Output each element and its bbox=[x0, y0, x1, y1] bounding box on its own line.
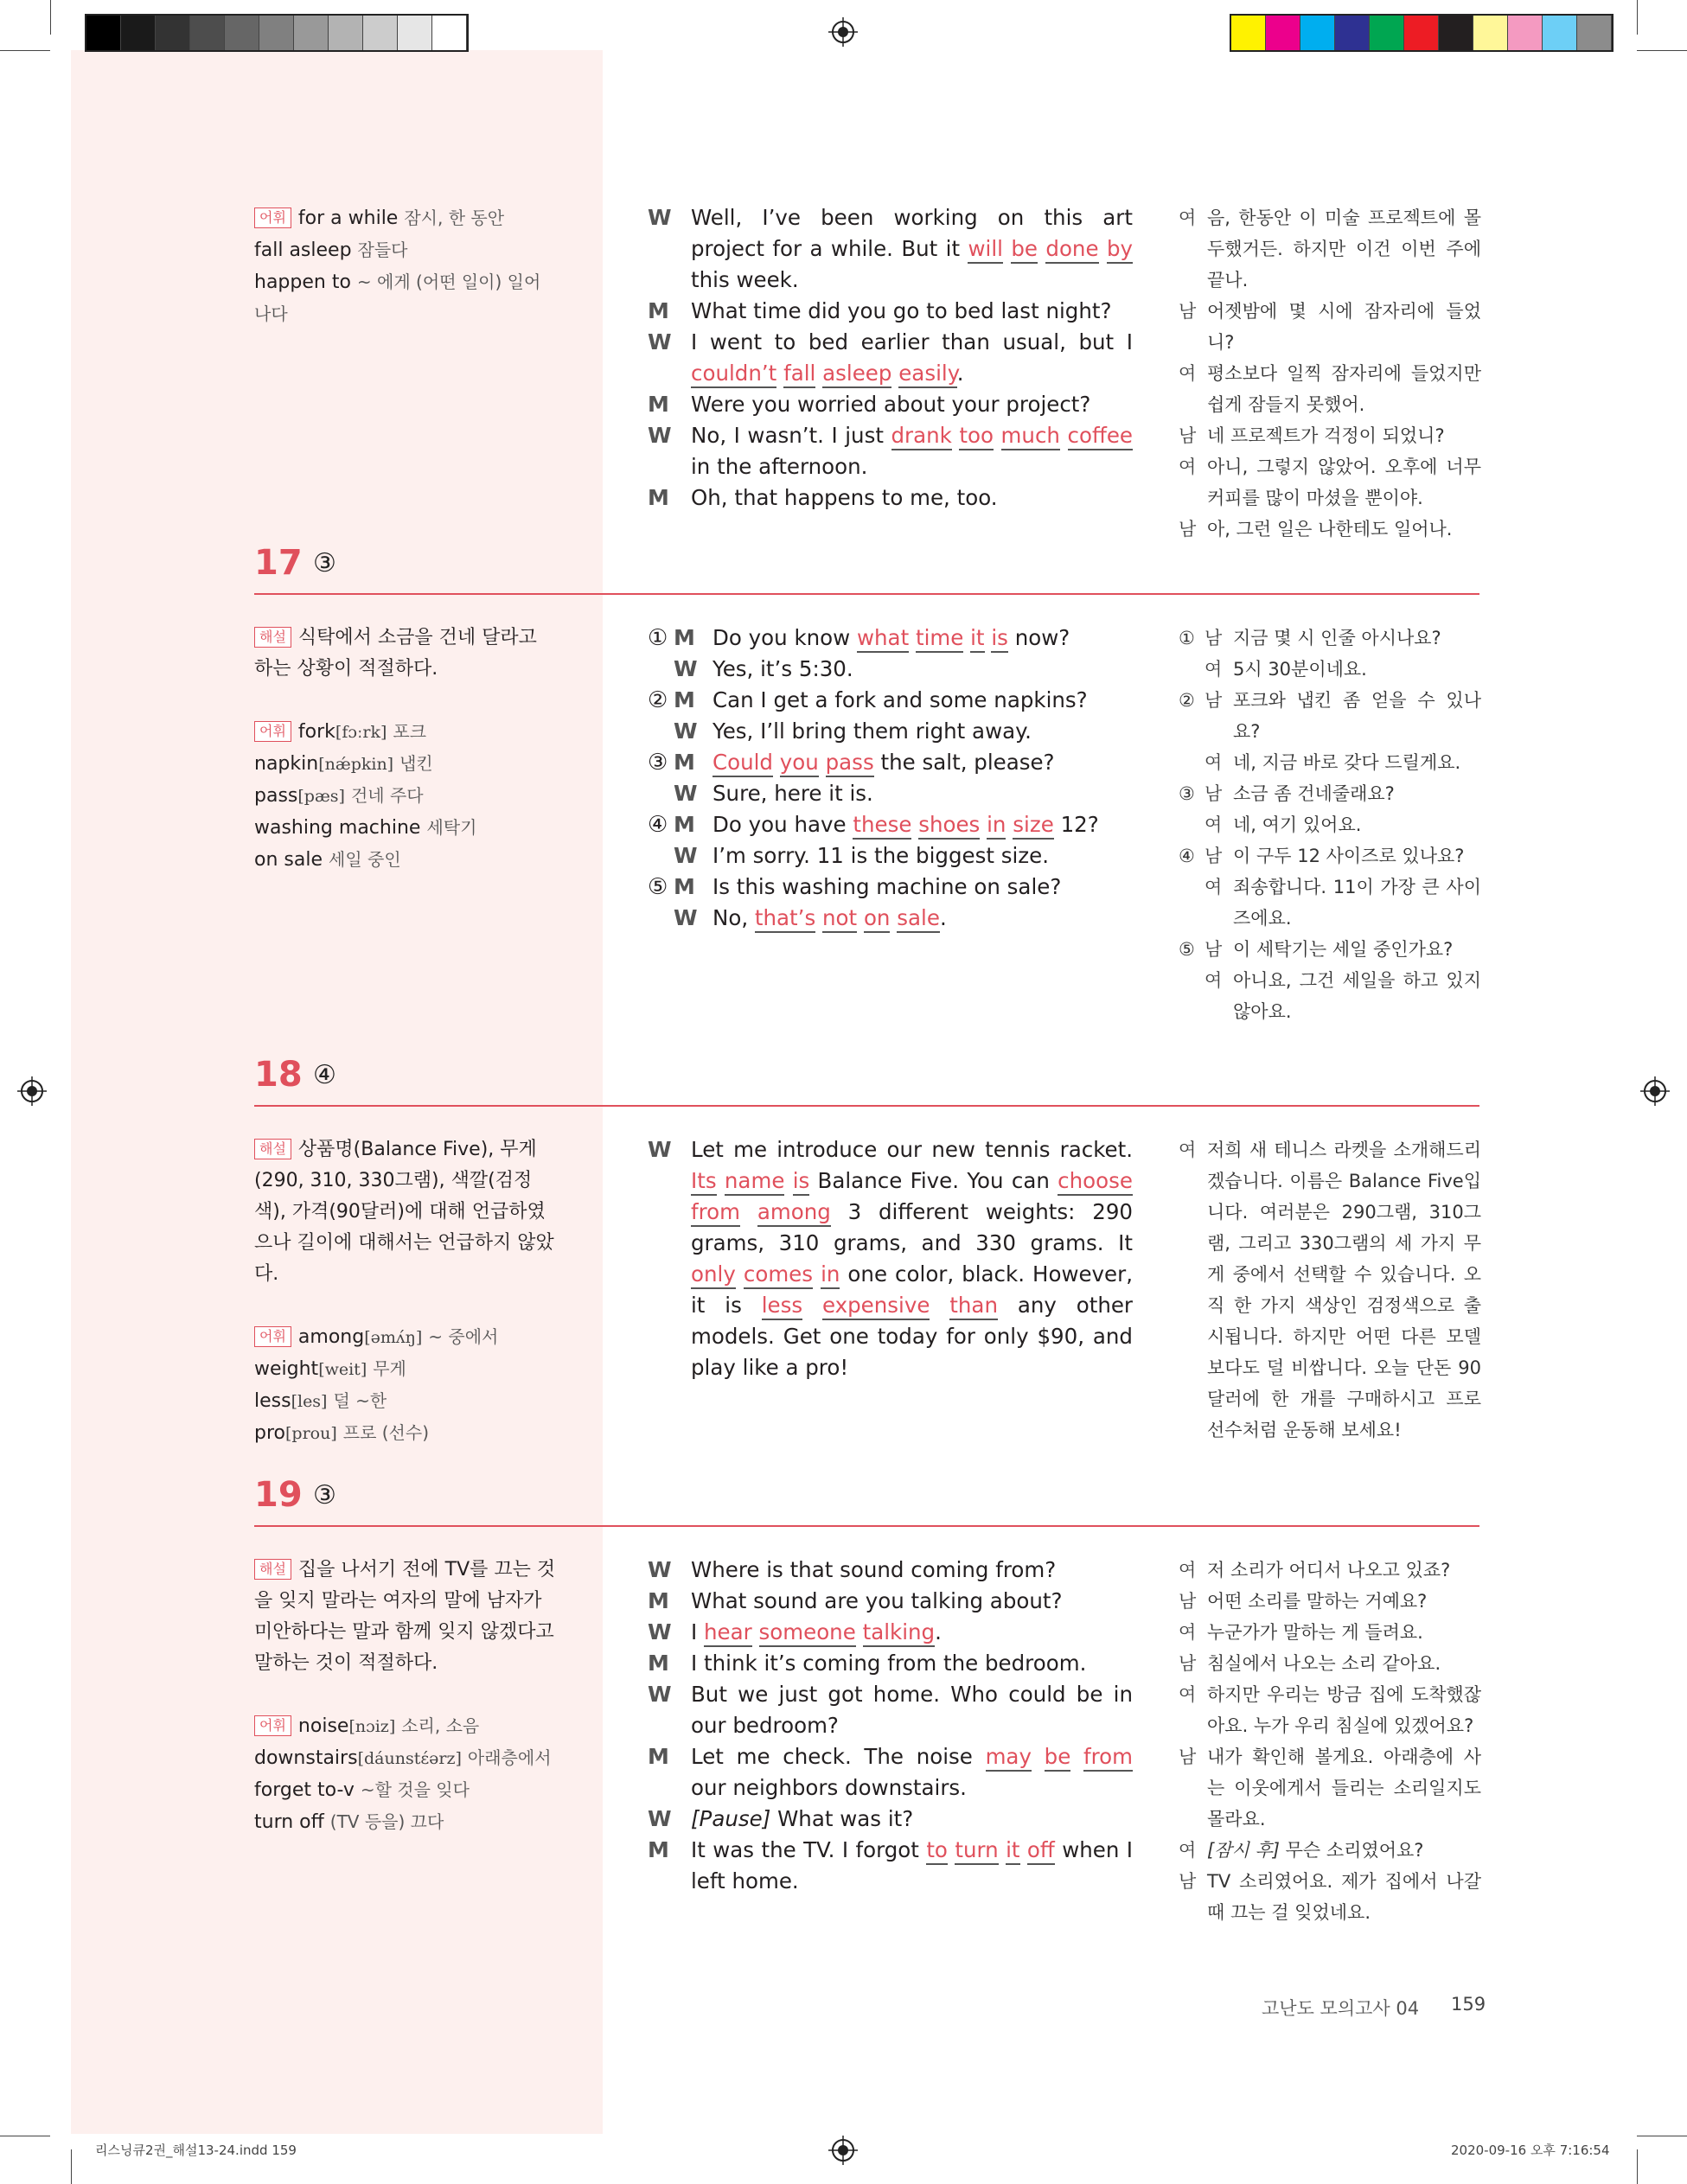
blank-answer: it bbox=[970, 625, 984, 653]
blank-answer: pass bbox=[826, 750, 874, 777]
speaker-label: M bbox=[648, 298, 669, 323]
option-number: ② bbox=[1179, 690, 1195, 711]
color-swatch bbox=[156, 16, 190, 50]
translation-line: 여 음, 한동안 이 미술 프로젝트에 몰두했거든. 하지만 이건 이번 주에 끝나. bbox=[1179, 202, 1481, 296]
dialogue-line: W I went to bed earlier than usual, but I couldn’t fall asleep easily. bbox=[648, 327, 1133, 389]
dialogue-line: ⑤ M Is this washing machine on sale? bbox=[648, 872, 1133, 903]
q19-explanation bbox=[254, 1555, 557, 1838]
blank-answer: from bbox=[691, 1199, 740, 1227]
vocab-meaning: 무게 bbox=[373, 1358, 406, 1379]
blank-answer: be bbox=[1011, 236, 1038, 264]
vocab-word: among bbox=[297, 1326, 365, 1348]
color-swatch bbox=[121, 16, 156, 50]
vocab-item bbox=[254, 716, 557, 748]
color-swatch bbox=[1370, 16, 1404, 50]
vocab-meaning: 세탁기 bbox=[426, 817, 477, 838]
dialogue-line: M It was the TV. I forgot to turn it off when I left home. bbox=[648, 1835, 1133, 1897]
option-number: ⑤ bbox=[648, 874, 668, 900]
dialogue-line: W Sure, here it is. bbox=[648, 778, 1133, 809]
crop-mark bbox=[50, 0, 51, 35]
option-number: ② bbox=[648, 687, 668, 713]
running-footer-title: 고난도 모의고사 04 bbox=[1262, 1998, 1420, 2019]
dialogue-line: W No, that’s not on sale. bbox=[648, 903, 1133, 934]
speaker-label: W bbox=[648, 1806, 672, 1831]
vocab-badge: 어휘 bbox=[254, 721, 291, 742]
vocab-word: weight bbox=[254, 1358, 319, 1380]
section-divider bbox=[254, 1525, 1479, 1527]
answer-mark: ③ bbox=[313, 1480, 336, 1510]
blank-answer: off bbox=[1027, 1837, 1055, 1865]
vocab-word: downstairs bbox=[254, 1747, 358, 1769]
speaker-label: 여 bbox=[1179, 1684, 1197, 1705]
blank-answer: drank bbox=[891, 423, 952, 450]
q18-monologue bbox=[648, 1134, 1133, 1383]
vocab-phonetic: [prou] bbox=[285, 1424, 337, 1443]
color-swatch bbox=[1300, 16, 1335, 50]
speaker-label: 남 bbox=[1179, 425, 1197, 446]
speaker-label: W bbox=[648, 1619, 672, 1644]
speaker-label: 남 bbox=[1179, 1747, 1197, 1767]
vocab-meaning: ~ 중에서 bbox=[428, 1326, 499, 1347]
speaker-label: 남 bbox=[1205, 690, 1223, 711]
option-number: ③ bbox=[648, 750, 668, 776]
speaker-label: W bbox=[648, 1557, 672, 1582]
translation-line: 남 아, 그런 일은 나한테도 일어나. bbox=[1179, 514, 1481, 545]
color-swatch bbox=[1266, 16, 1300, 50]
color-swatch bbox=[1508, 16, 1543, 50]
q18-translation bbox=[1179, 1134, 1481, 1446]
vocab-badge: 어휘 bbox=[254, 208, 291, 228]
crop-mark bbox=[71, 2149, 72, 2184]
color-swatch bbox=[1543, 16, 1577, 50]
dialogue-line: W Where is that sound coming from? bbox=[648, 1555, 1133, 1586]
blank-answer: on bbox=[864, 905, 891, 933]
dialogue-line: W Yes, it’s 5:30. bbox=[648, 654, 1133, 685]
q18-vocab bbox=[254, 1321, 557, 1449]
blank-answer: talking bbox=[863, 1619, 936, 1647]
vocab-word: pass bbox=[254, 785, 298, 807]
speaker-label: M bbox=[674, 625, 695, 650]
registration-mark-icon bbox=[828, 17, 858, 47]
blank-answer: choose bbox=[1058, 1168, 1133, 1196]
translation-line: 여 누군가가 말하는 게 들려요. bbox=[1179, 1617, 1481, 1648]
vocab-word: turn off bbox=[254, 1811, 324, 1833]
speaker-label: M bbox=[648, 485, 669, 510]
vocab-meaning: 아래층에서 bbox=[467, 1747, 552, 1768]
color-swatch bbox=[363, 16, 398, 50]
vocab-item bbox=[254, 1774, 557, 1806]
translation-line: ① 남 지금 몇 시 인줄 아시나요? bbox=[1179, 623, 1481, 654]
file-slug: 리스닝큐2권_해설13-24.indd 159 bbox=[95, 2142, 297, 2158]
blank-answer: done bbox=[1045, 236, 1098, 264]
color-swatch bbox=[1473, 16, 1508, 50]
dialogue-line: W I hear someone talking. bbox=[648, 1617, 1133, 1648]
speaker-label: 남 bbox=[1205, 939, 1223, 960]
speaker-label: 여 bbox=[1205, 814, 1223, 835]
vocab-word: for a while bbox=[297, 208, 399, 229]
blank-answer: is bbox=[991, 625, 1008, 653]
speaker-label: 남 bbox=[1179, 519, 1197, 540]
translation-line: 남 네 프로젝트가 걱정이 되었니? bbox=[1179, 420, 1481, 451]
blank-answer: than bbox=[949, 1293, 998, 1320]
speaker-label: 여 bbox=[1179, 208, 1197, 228]
speaker-label: W bbox=[674, 781, 698, 806]
blank-answer: comes bbox=[744, 1261, 813, 1289]
speaker-label: 남 bbox=[1179, 301, 1197, 322]
translation-line: 남 TV 소리였어요. 제가 집에서 나갈 때 끄는 걸 잊었네요. bbox=[1179, 1866, 1481, 1928]
process-color-bar bbox=[1230, 14, 1614, 52]
blank-answer: only bbox=[691, 1261, 736, 1289]
vocab-item bbox=[254, 1321, 557, 1353]
translation-line: ④ 남 이 구두 12 사이즈로 있나요? bbox=[1179, 840, 1481, 872]
option-number: ③ bbox=[1179, 783, 1195, 804]
blank-answer: not bbox=[822, 905, 857, 933]
translation-line: 남 침실에서 나오는 소리 같아요. bbox=[1179, 1648, 1481, 1679]
translation-line: 여 아니, 그렇지 않았어. 오후에 너무 커피를 많이 마셨을 뿐이야. bbox=[1179, 451, 1481, 514]
vocab-phonetic: [fɔːrk] bbox=[335, 723, 387, 742]
vocab-word: happen to bbox=[254, 271, 351, 293]
blank-answer: Could bbox=[713, 750, 773, 777]
speaker-label: M bbox=[648, 1744, 669, 1769]
blank-answer: in bbox=[987, 812, 1006, 840]
q17-dialogue bbox=[648, 623, 1133, 934]
vocab-word: pro bbox=[254, 1422, 285, 1444]
blank-answer: that’s bbox=[755, 905, 815, 933]
blank-answer: be bbox=[1045, 1744, 1071, 1772]
stage-direction: [Pause] bbox=[691, 1806, 771, 1831]
blank-answer: easily bbox=[898, 361, 956, 388]
blank-answer: in bbox=[821, 1261, 840, 1289]
color-swatch bbox=[190, 16, 225, 50]
blank-answer: is bbox=[793, 1168, 810, 1196]
q18-explanation bbox=[254, 1134, 557, 1449]
q19-vocab bbox=[254, 1710, 557, 1838]
speaker-label: W bbox=[648, 1137, 672, 1162]
blank-answer: fall bbox=[783, 361, 815, 388]
blank-answer: hear bbox=[704, 1619, 752, 1647]
speaker-label: M bbox=[648, 392, 669, 417]
speaker-label: W bbox=[674, 905, 698, 930]
blank-answer: will bbox=[968, 236, 1002, 264]
vocab-meaning: 덜 ~한 bbox=[333, 1390, 387, 1411]
page-number: 159 bbox=[1451, 1994, 1486, 2015]
question-number: 19 bbox=[254, 1475, 303, 1515]
speaker-label: 남 bbox=[1205, 846, 1223, 866]
question-number: 17 bbox=[254, 543, 303, 583]
dialogue-line: W Yes, I’ll bring them right away. bbox=[648, 716, 1133, 747]
vocab-item bbox=[254, 1742, 557, 1774]
vocab-phonetic: [dáunstɛ́ərz] bbox=[357, 1749, 462, 1768]
vocab-meaning: 잠시, 한 동안 bbox=[404, 208, 505, 228]
vocab-phonetic: [pæs] bbox=[297, 787, 345, 806]
q16-dialogue bbox=[648, 202, 1133, 514]
translation-line: 여 저 소리가 어디서 나오고 있죠? bbox=[1179, 1555, 1481, 1586]
q17-translation bbox=[1179, 623, 1481, 1027]
color-swatch bbox=[329, 16, 363, 50]
speaker-label: 여 bbox=[1179, 1622, 1197, 1643]
question-number: 18 bbox=[254, 1055, 303, 1095]
vocab-word: fork bbox=[297, 721, 335, 743]
blank-answer: from bbox=[1083, 1744, 1133, 1772]
translation-line: 남 내가 확인해 볼게요. 아래층에 사는 이웃에게서 들리는 소리일지도 몰라요. bbox=[1179, 1741, 1481, 1835]
q17-explanation bbox=[254, 623, 557, 876]
answer-mark: ③ bbox=[313, 548, 336, 578]
dialogue-line: ③ M Could you pass the salt, please? bbox=[648, 747, 1133, 778]
q19-translation bbox=[1179, 1555, 1481, 1928]
section-divider bbox=[254, 1105, 1479, 1107]
vocab-meaning: 냅킨 bbox=[399, 753, 433, 774]
color-swatch bbox=[432, 16, 467, 50]
vocab-item bbox=[254, 202, 557, 234]
vocab-item bbox=[254, 812, 557, 844]
vocab-phonetic: [weit] bbox=[318, 1360, 367, 1379]
dialogue-line: M What sound are you talking about? bbox=[648, 1586, 1133, 1617]
speaker-label: W bbox=[674, 718, 698, 744]
q16-vocab bbox=[254, 202, 557, 330]
translation-line: 여 네, 여기 있어요. bbox=[1179, 809, 1481, 840]
crop-mark bbox=[1637, 50, 1687, 51]
vocab-badge: 어휘 bbox=[254, 1326, 291, 1347]
dialogue-line: M What time did you go to bed last night? bbox=[648, 296, 1133, 327]
vocab-phonetic: [les] bbox=[291, 1392, 328, 1411]
option-number: ④ bbox=[648, 812, 668, 838]
speaker-label: W bbox=[674, 656, 698, 681]
speaker-label: 여 bbox=[1205, 970, 1223, 991]
speaker-label: M bbox=[674, 812, 695, 837]
vocab-meaning: 세일 중인 bbox=[329, 849, 401, 870]
blank-answer: expensive bbox=[822, 1293, 930, 1320]
speaker-label: 남 bbox=[1179, 1591, 1197, 1612]
translation-line: ② 남 포크와 냅킨 좀 얻을 수 있나요? bbox=[1179, 685, 1481, 747]
blank-answer: it bbox=[1006, 1837, 1019, 1865]
vocab-word: on sale bbox=[254, 849, 323, 871]
blank-answer: Its bbox=[691, 1168, 717, 1196]
vocab-item bbox=[254, 1806, 557, 1838]
blank-answer: size bbox=[1013, 812, 1054, 840]
translation-line: 여 아니요, 그건 세일을 하고 있지 않아요. bbox=[1179, 965, 1481, 1027]
vocab-phonetic: [nɔiz] bbox=[348, 1717, 396, 1736]
color-swatch bbox=[1404, 16, 1439, 50]
blank-answer: coffee bbox=[1068, 423, 1134, 450]
blank-answer: among bbox=[757, 1199, 831, 1227]
translation-line: ③ 남 소금 좀 건네줄래요? bbox=[1179, 778, 1481, 809]
q19-dialogue bbox=[648, 1555, 1133, 1897]
section-divider bbox=[254, 593, 1479, 595]
dialogue-line: W Let me introduce our new tennis racket. Its name is Balance Five. You can choose from among 3 different weights: 290 grams, 310 grams, and 330 grams. It only comes in one color, black. However, it is less expensive than any other models. Get one today for only $90, and play like a pro! bbox=[648, 1134, 1133, 1383]
print-timestamp: 2020-09-16 오후 7:16:54 bbox=[1451, 2142, 1610, 2158]
speaker-label: 남 bbox=[1205, 628, 1223, 648]
option-number: ① bbox=[648, 625, 668, 651]
color-swatch bbox=[1439, 16, 1473, 50]
translation-line: 여 [잠시 후] 무슨 소리였어요? bbox=[1179, 1835, 1481, 1866]
speaker-label: W bbox=[648, 1682, 672, 1707]
crop-mark bbox=[0, 50, 50, 51]
vocab-item bbox=[254, 1385, 557, 1417]
speaker-label: 여 bbox=[1179, 1840, 1197, 1861]
speaker-label: 남 bbox=[1179, 1653, 1197, 1674]
translation-line: 여 평소보다 일찍 잠자리에 들었지만 쉽게 잠들지 못했어. bbox=[1179, 358, 1481, 420]
speaker-label: M bbox=[674, 874, 695, 899]
translation-line: ⑤ 남 이 세탁기는 세일 중인가요? bbox=[1179, 934, 1481, 965]
blank-answer: name bbox=[725, 1168, 784, 1196]
blank-answer: someone bbox=[759, 1619, 856, 1647]
dialogue-line: W But we just got home. Who could be in our bedroom? bbox=[648, 1679, 1133, 1741]
blank-answer: these bbox=[853, 812, 911, 840]
dialogue-line: ④ M Do you have these shoes in size 12? bbox=[648, 809, 1133, 840]
explanation-badge: 해설 bbox=[254, 1139, 291, 1159]
q16-translation bbox=[1179, 202, 1481, 545]
option-number: ④ bbox=[1179, 846, 1195, 866]
explanation-badge: 해설 bbox=[254, 627, 291, 648]
blank-answer: sale bbox=[897, 905, 940, 933]
vocab-item bbox=[254, 266, 557, 330]
speaker-label: M bbox=[674, 750, 695, 775]
speaker-label: M bbox=[648, 1651, 669, 1676]
vocab-item bbox=[254, 748, 557, 780]
q17-vocab bbox=[254, 716, 557, 876]
color-swatch bbox=[1231, 16, 1266, 50]
dialogue-line: W I’m sorry. 11 is the biggest size. bbox=[648, 840, 1133, 872]
dialogue-line: W Well, I’ve been working on this art project for a while. But it will be done by this week. bbox=[648, 202, 1133, 296]
option-number: ① bbox=[1179, 628, 1195, 648]
speaker-label: 여 bbox=[1179, 457, 1197, 477]
color-swatch bbox=[294, 16, 329, 50]
blank-answer: time bbox=[916, 625, 963, 653]
translation-line: 여 네, 지금 바로 갖다 드릴게요. bbox=[1179, 747, 1481, 778]
answer-mark: ④ bbox=[313, 1060, 336, 1090]
dialogue-line: M I think it’s coming from the bedroom. bbox=[648, 1648, 1133, 1679]
speaker-label: 남 bbox=[1179, 1871, 1197, 1892]
speaker-label: W bbox=[648, 329, 672, 354]
vocab-meaning: 포크 bbox=[393, 721, 427, 742]
blank-answer: by bbox=[1107, 236, 1133, 264]
speaker-label: W bbox=[648, 423, 672, 448]
blank-answer: to bbox=[926, 1837, 948, 1865]
vocab-meaning: 소리, 소음 bbox=[401, 1715, 480, 1736]
stage-direction: [잠시 후] bbox=[1207, 1840, 1280, 1861]
dialogue-line: M Let me check. The noise may be from our neighbors downstairs. bbox=[648, 1741, 1133, 1804]
explanation-badge: 해설 bbox=[254, 1559, 291, 1580]
blank-answer: turn bbox=[955, 1837, 998, 1865]
vocab-item bbox=[254, 844, 557, 876]
blank-answer: shoes bbox=[918, 812, 980, 840]
explanation-text: 상품명(Balance Five), 무게(290, 310, 330그램), 색깔(검정색), 가격(90달러)에 대해 언급하였으나 길이에 대해서는 언급하지 않았다. bbox=[254, 1139, 554, 1285]
registration-mark-icon bbox=[1640, 1076, 1670, 1106]
dialogue-line: M Were you worried about your project? bbox=[648, 389, 1133, 420]
speaker-label: 남 bbox=[1205, 783, 1223, 804]
blank-answer: what bbox=[857, 625, 909, 653]
option-number: ⑤ bbox=[1179, 939, 1195, 960]
vocab-word: washing machine bbox=[254, 817, 421, 839]
color-swatch bbox=[225, 16, 259, 50]
speaker-label: M bbox=[648, 1837, 669, 1862]
vocab-word: napkin bbox=[254, 753, 319, 775]
color-swatch bbox=[398, 16, 432, 50]
color-swatch bbox=[1335, 16, 1370, 50]
color-swatch bbox=[86, 16, 121, 50]
vocab-word: forget to-v bbox=[254, 1779, 355, 1801]
vocab-phonetic: [nǽpkin] bbox=[318, 755, 394, 774]
speaker-label: W bbox=[648, 205, 672, 230]
vocab-meaning: 프로 (선수) bbox=[342, 1422, 429, 1443]
speaker-label: 여 bbox=[1179, 363, 1197, 384]
blank-answer: much bbox=[1001, 423, 1060, 450]
registration-mark-icon bbox=[17, 1076, 47, 1106]
vocab-item bbox=[254, 234, 557, 266]
speaker-label: W bbox=[674, 843, 698, 868]
dialogue-line: ② M Can I get a fork and some napkins? bbox=[648, 685, 1133, 716]
blank-answer: you bbox=[780, 750, 819, 777]
speaker-label: 여 bbox=[1205, 659, 1223, 680]
explanation-text: 식탁에서 소금을 건네 달라고 하는 상황이 적절하다. bbox=[254, 627, 537, 680]
registration-mark-icon bbox=[828, 2136, 858, 2165]
speaker-label: 여 bbox=[1205, 752, 1223, 773]
explanation-text: 집을 나서기 전에 TV를 끄는 것을 잊지 말라는 여자의 말에 남자가 미안하다는 말과 함께 잊지 않겠다고 말하는 것이 적절하다. bbox=[254, 1559, 556, 1674]
vocab-meaning: ~ 에게 (어떤 일이) 일어나다 bbox=[254, 271, 541, 324]
dialogue-line: M Oh, that happens to me, too. bbox=[648, 482, 1133, 514]
translation-line: 여 하지만 우리는 방금 집에 도착했잖아요. 누가 우리 침실에 있겠어요? bbox=[1179, 1679, 1481, 1741]
crop-mark bbox=[1637, 0, 1638, 35]
vocab-item bbox=[254, 780, 557, 812]
speaker-label: 여 bbox=[1179, 1560, 1197, 1581]
vocab-word: noise bbox=[297, 1715, 349, 1737]
translation-line: 여 죄송합니다. 11이 가장 큰 사이즈에요. bbox=[1179, 872, 1481, 934]
translation-line: 여 저희 새 테니스 라켓을 소개해드리겠습니다. 이름은 Balance Five입니다. 여러분은 290그램, 310그램, 그리고 330그램의 세 가지 무게 중에서 선택할 수 있습니다. 오직 한 가지 색상인 검정색으로 출시됩니다. 하지만 어떤 다른 모델보다도 덜 비쌉니다. 오늘 단돈 90달러에 한 개를 구매하시고 프로 선수처럼 운동해 보세요! bbox=[1179, 1134, 1481, 1446]
blank-answer: asleep bbox=[822, 361, 891, 388]
grayscale-color-bar bbox=[85, 14, 469, 52]
vocab-item bbox=[254, 1710, 557, 1742]
vocab-meaning: ~할 것을 잊다 bbox=[360, 1779, 470, 1800]
blank-answer: less bbox=[762, 1293, 802, 1320]
translation-line: 남 어젯밤에 몇 시에 잠자리에 들었니? bbox=[1179, 296, 1481, 358]
vocab-phonetic: [əmʌ́ŋ] bbox=[364, 1328, 423, 1347]
vocab-badge: 어휘 bbox=[254, 1715, 291, 1736]
vocab-word: less bbox=[254, 1390, 291, 1412]
speaker-label: 여 bbox=[1179, 1140, 1197, 1160]
vocab-meaning: (TV 등을) 끄다 bbox=[329, 1811, 444, 1832]
blank-answer: too bbox=[959, 423, 994, 450]
vocab-item bbox=[254, 1417, 557, 1449]
dialogue-line: W No, I wasn’t. I just drank too much coffee in the afternoon. bbox=[648, 420, 1133, 482]
dialogue-line: ① M Do you know what time it is now? bbox=[648, 623, 1133, 654]
crop-mark bbox=[1637, 2149, 1638, 2184]
color-swatch bbox=[1577, 16, 1612, 50]
translation-line: 남 어떤 소리를 말하는 거예요? bbox=[1179, 1586, 1481, 1617]
speaker-label: M bbox=[648, 1588, 669, 1613]
blank-answer: couldn’t bbox=[691, 361, 776, 388]
translation-line: 여 5시 30분이네요. bbox=[1179, 654, 1481, 685]
vocab-meaning: 잠들다 bbox=[357, 239, 408, 260]
dialogue-line: W [Pause] What was it? bbox=[648, 1804, 1133, 1835]
speaker-label: 여 bbox=[1205, 877, 1223, 897]
color-swatch bbox=[259, 16, 294, 50]
vocab-item bbox=[254, 1353, 557, 1385]
blank-answer: may bbox=[986, 1744, 1032, 1772]
vocab-meaning: 건네 주다 bbox=[350, 785, 424, 806]
speaker-label: M bbox=[674, 687, 695, 712]
vocab-word: fall asleep bbox=[254, 239, 352, 261]
